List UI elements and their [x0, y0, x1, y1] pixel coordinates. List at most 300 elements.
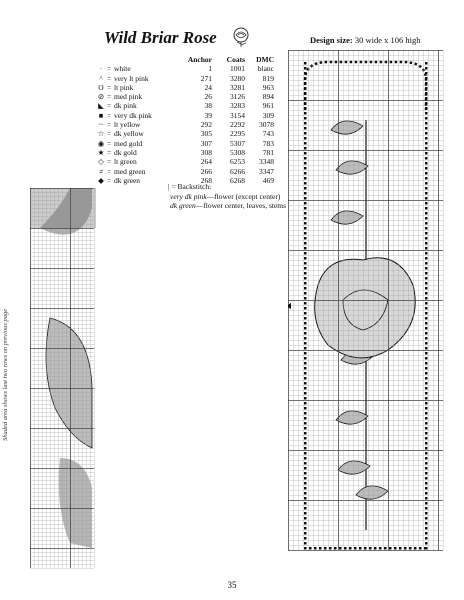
symbol: ·: [99, 64, 103, 74]
left-partial-chart: [30, 188, 96, 570]
border-stitch: [304, 462, 307, 465]
border-stitch: [304, 522, 307, 525]
color-key-legend: [96, 55, 276, 185]
legend-row: ◇ = lt green 264 6253 3348: [96, 157, 276, 166]
border-stitch: [425, 162, 428, 165]
border-stitch: [304, 457, 307, 460]
color-name: dk gold: [114, 147, 137, 157]
border-stitch: [304, 347, 307, 350]
dmc-number: 961: [262, 101, 274, 111]
border-stitch: [425, 522, 428, 525]
main-pattern-chart: [288, 50, 444, 562]
border-stitch: [304, 182, 307, 185]
border-stitch: [425, 407, 428, 410]
border-stitch: [304, 527, 307, 530]
border-stitch: [304, 142, 307, 145]
border-stitch: [389, 547, 392, 550]
border-stitch: [304, 492, 307, 495]
border-stitch: [425, 502, 428, 505]
border-stitch: [425, 457, 428, 460]
page-number: 35: [227, 580, 237, 590]
border-stitch: [304, 177, 307, 180]
border-stitch: [425, 387, 428, 390]
border-stitch: [304, 497, 307, 500]
leaf-motif: [331, 211, 363, 224]
backstitch-label: | = Backstitch:: [168, 182, 212, 191]
legend-row: ■ = very dk pink 39 3154 309: [96, 111, 276, 120]
border-stitch: [425, 412, 428, 415]
design-size-value: 30 wide x 106 high: [354, 35, 421, 45]
border-stitch: [425, 67, 428, 70]
coats-number: 6268: [230, 175, 245, 185]
symbol: ◇: [98, 157, 104, 167]
border-stitch: [425, 317, 428, 320]
border-stitch: [425, 417, 428, 420]
border-stitch: [304, 337, 307, 340]
border-stitch: [304, 542, 307, 545]
border-stitch: [349, 547, 352, 550]
border-stitch: [304, 187, 307, 190]
anchor-number: 308: [200, 147, 212, 157]
border-stitch: [404, 547, 407, 550]
border-stitch: [304, 377, 307, 380]
border-stitch: [425, 157, 428, 160]
border-stitch: [304, 197, 307, 200]
border-stitch: [409, 547, 412, 550]
border-stitch: [425, 212, 428, 215]
color-name: med pink: [114, 92, 143, 102]
border-stitch: [304, 387, 307, 390]
border-stitch: [354, 547, 357, 550]
border-stitch: [304, 472, 307, 475]
border-stitch: [304, 172, 307, 175]
border-stitch: [425, 442, 428, 445]
border-stitch: [304, 167, 307, 170]
border-stitch: [329, 547, 332, 550]
border-stitch: [309, 547, 312, 550]
anchor-number: 268: [200, 175, 212, 185]
color-name: dk yellow: [114, 129, 144, 139]
border-stitch: [419, 547, 422, 550]
border-stitch: [425, 202, 428, 205]
coats-number: 3154: [230, 110, 245, 120]
symbol: ⊘: [97, 92, 105, 102]
border-stitch: [425, 477, 428, 480]
anchor-number: 292: [200, 120, 212, 130]
legend-row: ☆ = dk yellow 305 2295 743: [97, 129, 274, 139]
coats-number: 2292: [230, 120, 245, 130]
border-stitch: [425, 467, 428, 470]
border-stitch: [425, 287, 428, 290]
border-stitch: [304, 367, 307, 370]
border-stitch: [304, 357, 307, 360]
dmc-number: 963: [262, 82, 274, 92]
border-stitch: [304, 407, 307, 410]
border-stitch: [304, 442, 307, 445]
border-stitch: [304, 202, 307, 205]
border-stitch: [304, 152, 307, 155]
border-stitch: [304, 157, 307, 160]
leaf-motif: [331, 121, 363, 134]
color-name: very lt pink: [114, 73, 149, 83]
border-stitch: [425, 297, 428, 300]
border-stitch: [304, 212, 307, 215]
border-stitch: [304, 352, 307, 355]
border-stitch: [425, 307, 428, 310]
border-stitch: [304, 252, 307, 255]
border-stitch: [425, 482, 428, 485]
rose-icon: [228, 26, 254, 48]
legend-row: ^ = very lt pink 271 3280 819: [96, 74, 276, 83]
symbol: ^: [99, 73, 103, 83]
border-stitch: [324, 547, 327, 550]
border-stitch: [304, 447, 307, 450]
backstitch-line-2: [168, 201, 288, 211]
symbol: O: [98, 82, 104, 92]
border-stitch: [425, 342, 428, 345]
border-stitch: [425, 292, 428, 295]
border-stitch: [425, 422, 428, 425]
border-stitch: [304, 282, 307, 285]
border-stitch: [304, 277, 307, 280]
color-name: dk pink: [114, 101, 137, 111]
coats-number: 6253: [230, 157, 245, 167]
backstitch-key: [168, 182, 288, 211]
border-stitch: [425, 487, 428, 490]
dmc-number: 819: [262, 73, 274, 83]
border-stitch: [425, 367, 428, 370]
border-stitch: [425, 137, 428, 140]
border-stitch: [304, 307, 307, 310]
dmc-number: 3348: [259, 157, 274, 167]
border-stitch: [425, 302, 428, 305]
border-stitch: [425, 152, 428, 155]
border-stitch: [359, 547, 362, 550]
color-name: med gold: [114, 138, 143, 148]
border-stitch: [425, 217, 428, 220]
dmc-number: 781: [262, 147, 274, 157]
border-stitch: [304, 287, 307, 290]
border-stitch: [304, 397, 307, 400]
dmc-number: 743: [262, 129, 274, 139]
border-stitch: [425, 472, 428, 475]
legend-row: ◉ = med gold 307 5307 783: [97, 138, 274, 148]
border-stitch: [319, 547, 322, 550]
chart-motif: [304, 62, 428, 550]
border-stitch: [304, 532, 307, 535]
border-stitch: [425, 427, 428, 430]
border-stitch: [304, 482, 307, 485]
symbol: ≠: [98, 166, 104, 176]
coats-number: 3283: [230, 101, 245, 111]
legend-row: ⊘ = med pink 26 3126 894: [97, 92, 274, 102]
leaf-motif: [59, 458, 92, 548]
dmc-number: 783: [262, 138, 274, 148]
legend-row: ◆ = dk green 268 6268 469: [96, 176, 276, 185]
border-stitch: [425, 277, 428, 280]
border-stitch: [304, 222, 307, 225]
border-stitch: [304, 417, 307, 420]
backstitch-line-icon: |: [168, 182, 170, 191]
border-stitch: [425, 332, 428, 335]
anchor-number: 1: [208, 64, 212, 74]
border-stitch: [304, 62, 307, 65]
legend-row: · = white 1 1001 blanc: [96, 64, 276, 73]
border-stitch: [425, 352, 428, 355]
border-stitch: [304, 487, 307, 490]
backstitch-use-2: —flower center, leaves, stems: [195, 201, 287, 210]
border-stitch: [304, 232, 307, 235]
border-stitch: [304, 112, 307, 115]
border-stitch: [425, 322, 428, 325]
border-stitch: [364, 547, 367, 550]
border-stitch: [425, 347, 428, 350]
border-stitch: [304, 117, 307, 120]
border-stitch: [425, 172, 428, 175]
border-stitch: [425, 142, 428, 145]
border-stitch: [304, 317, 307, 320]
border-stitch: [304, 67, 307, 70]
border-stitch: [304, 147, 307, 150]
backstitch-line-1: [168, 192, 288, 202]
border-stitch: [379, 547, 382, 550]
anchor-number: 39: [204, 110, 212, 120]
border-stitch: [425, 382, 428, 385]
border-stitch: [425, 252, 428, 255]
color-name: dk green: [114, 175, 141, 185]
rose-blossom: [315, 258, 416, 358]
dmc-number: 469: [262, 175, 274, 185]
color-name: very dk pink: [114, 110, 152, 120]
border-stitch: [425, 147, 428, 150]
border-stitch: [425, 127, 428, 130]
border-stitch: [304, 392, 307, 395]
border-stitch: [314, 547, 317, 550]
border-stitch: [304, 292, 307, 295]
leaf-motif: [336, 411, 368, 424]
border-stitch: [425, 392, 428, 395]
border-stitch: [425, 117, 428, 120]
border-stitch: [425, 242, 428, 245]
legend-row: ~ = lt yellow 292 2292 3078: [96, 120, 276, 129]
border-stitch: [304, 217, 307, 220]
border-stitch: [425, 247, 428, 250]
border-stitch: [304, 422, 307, 425]
anchor-number: 38: [204, 101, 212, 111]
legend-header: [96, 55, 276, 64]
symbol: ☆: [97, 129, 105, 139]
border-stitch: [425, 327, 428, 330]
symbol: ~: [98, 120, 104, 130]
border-stitch: [425, 167, 428, 170]
border-stitch: [425, 257, 428, 260]
border-stitch: [304, 137, 307, 140]
border-stitch: [425, 187, 428, 190]
border-stitch: [425, 452, 428, 455]
border-stitch: [304, 507, 307, 510]
border-stitch: [304, 537, 307, 540]
coats-number: 3126: [230, 92, 245, 102]
border-stitch: [304, 272, 307, 275]
coats-number: 1001: [230, 64, 245, 74]
border-stitch: [304, 302, 307, 305]
backstitch-color-1: very dk pink: [170, 191, 207, 201]
dmc-number: blanc: [257, 64, 274, 74]
legend-row: O = lt pink 24 3281 963: [96, 83, 276, 92]
border-stitch: [425, 177, 428, 180]
border-stitch: [425, 207, 428, 210]
border-stitch: [304, 262, 307, 265]
dmc-number: 309: [262, 110, 274, 120]
border-stitch: [344, 547, 347, 550]
partial-motif: [30, 188, 96, 548]
border-stitch: [425, 197, 428, 200]
border-stitch: [425, 397, 428, 400]
border-stitch: [304, 372, 307, 375]
border-stitch: [334, 547, 337, 550]
dmc-number: 894: [262, 92, 274, 102]
leaf-motif: [336, 161, 368, 174]
border-stitch: [304, 227, 307, 230]
border-stitch: [425, 437, 428, 440]
side-note: Shaded area shows last two rows on previous page: [2, 308, 9, 442]
legend-row: ≠ = med green 266 6266 3347: [96, 167, 276, 176]
border-stitch: [304, 427, 307, 430]
dmc-number: 3078: [259, 120, 274, 130]
border-stitch: [425, 532, 428, 535]
border-stitch: [304, 257, 307, 260]
border-stitch: [304, 122, 307, 125]
border-stitch: [425, 267, 428, 270]
border-stitch: [304, 247, 307, 250]
border-stitch: [425, 262, 428, 265]
border-stitch: [304, 382, 307, 385]
arched-border: [305, 62, 426, 110]
border-stitch: [424, 547, 427, 550]
symbol: ◣: [98, 101, 104, 111]
border-stitch: [425, 432, 428, 435]
border-stitch: [425, 377, 428, 380]
legend-row: ★ = dk gold 308 5308 781: [97, 147, 274, 157]
border-stitch: [425, 62, 428, 65]
color-name: lt yellow: [114, 120, 141, 130]
border-stitch: [425, 182, 428, 185]
coats-number: 3281: [230, 82, 245, 92]
design-size-label: Design size:: [310, 35, 353, 45]
border-stitch: [339, 547, 342, 550]
color-name: white: [114, 64, 131, 74]
pattern-title: Wild Briar Rose: [104, 28, 217, 47]
border-stitch: [304, 477, 307, 480]
border-stitch: [425, 517, 428, 520]
border-stitch: [425, 362, 428, 365]
border-stitch: [425, 132, 428, 135]
border-stitch: [425, 337, 428, 340]
border-stitch: [304, 127, 307, 130]
anchor-number: 266: [200, 166, 212, 176]
border-stitch: [425, 227, 428, 230]
color-name: lt green: [114, 157, 137, 167]
anchor-number: 305: [200, 129, 212, 139]
border-stitch: [399, 547, 402, 550]
border-stitch: [304, 467, 307, 470]
border-stitch: [394, 547, 397, 550]
coats-header: Coats: [226, 55, 245, 64]
border-stitch: [425, 402, 428, 405]
border-stitch: [304, 452, 307, 455]
border-stitch: [304, 512, 307, 515]
border-stitch: [425, 222, 428, 225]
border-stitch: [304, 237, 307, 240]
dmc-number: 3347: [259, 166, 274, 176]
border-stitch: [304, 207, 307, 210]
color-name: med green: [114, 166, 146, 176]
border-stitch: [304, 132, 307, 135]
anchor-number: 26: [204, 92, 212, 102]
backstitch-color-2: dk green: [170, 201, 196, 210]
border-stitch: [425, 192, 428, 195]
anchor-header: Anchor: [187, 55, 212, 64]
border-stitch: [304, 342, 307, 345]
border-stitch: [425, 447, 428, 450]
border-stitch: [304, 502, 307, 505]
leaf-motif: [356, 486, 388, 499]
coats-number: 6266: [230, 166, 245, 176]
dmc-header: DMC: [256, 55, 274, 64]
border-stitch: [425, 357, 428, 360]
border-stitch: [304, 192, 307, 195]
border-stitch: [425, 537, 428, 540]
border-stitch: [425, 237, 428, 240]
border-stitch: [425, 372, 428, 375]
border-stitch: [304, 332, 307, 335]
border-stitch: [425, 462, 428, 465]
border-stitch: [374, 547, 377, 550]
color-name: lt pink: [114, 82, 134, 92]
border-stitch: [304, 327, 307, 330]
border-stitch: [369, 547, 372, 550]
border-stitch: [304, 162, 307, 165]
border-stitch: [304, 297, 307, 300]
border-stitch: [425, 122, 428, 125]
border-stitch: [425, 112, 428, 115]
anchor-number: 264: [200, 157, 212, 167]
coats-number: 2295: [230, 129, 245, 139]
border-stitch: [304, 402, 307, 405]
border-stitch: [425, 507, 428, 510]
anchor-number: 271: [200, 73, 212, 83]
border-stitch: [304, 547, 307, 550]
border-stitch: [425, 282, 428, 285]
border-stitch: [304, 242, 307, 245]
border-stitch: [304, 412, 307, 415]
anchor-number: 307: [200, 138, 212, 148]
symbol: ◆: [98, 175, 104, 185]
border-stitch: [414, 547, 417, 550]
border-stitch: [425, 232, 428, 235]
border-stitch: [425, 497, 428, 500]
border-stitch: [425, 512, 428, 515]
border-stitch: [304, 312, 307, 315]
border-stitch: [304, 517, 307, 520]
design-size: [310, 35, 421, 45]
symbol: ★: [97, 147, 105, 157]
border-stitch: [304, 322, 307, 325]
border-stitch: [384, 547, 387, 550]
symbol: ■: [98, 110, 104, 120]
legend-row: ◣ = dk pink 38 3283 961: [96, 101, 276, 110]
coats-number: 5308: [230, 147, 245, 157]
